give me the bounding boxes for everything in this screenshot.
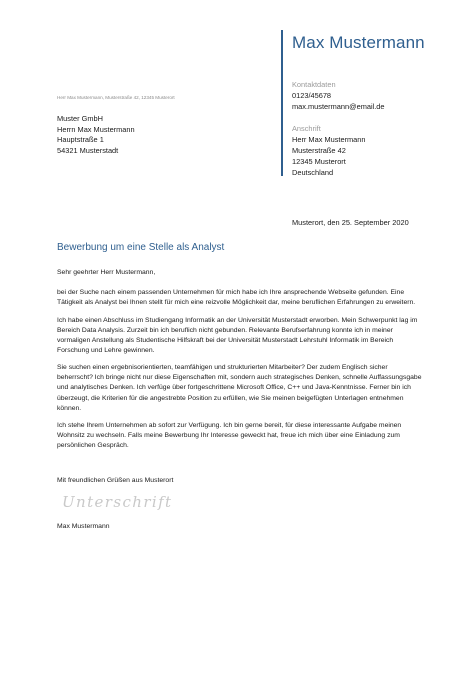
signature-name: Max Mustermann [57, 523, 110, 530]
contact-section-label: Kontaktdaten [292, 80, 336, 89]
sender-address-name: Herr Max Mustermann [292, 135, 366, 144]
signature-placeholder: Unterschrift [62, 493, 173, 511]
body-paragraph: Ich stehe Ihrem Unternehmen ab sofort zur Verfügung. Ich bin gerne bereit, für diese interessante Aufgabe meinen Wohnsitz zu wechseln. Falls meine Bewerbung Ihr Interesse geweckt hat, freue ich mich über eine Einladung zum persönlichen Gespräch. [57, 422, 402, 450]
address-section-label: Anschrift [292, 124, 321, 133]
sender-contact-block [292, 79, 385, 178]
return-address-line: Herr Max Mustermann, Musterstraße 42, 12345 Musterort [57, 95, 175, 100]
recipient-city: 54321 Musterstadt [57, 145, 119, 155]
recipient-address-block [57, 114, 135, 156]
recipient-street: Hauptstraße 1 [57, 135, 104, 144]
closing-line: Mit freundlichen Grüßen aus Musterort [57, 477, 174, 484]
date-line: Musterort, den 25. September 2020 [292, 218, 409, 227]
body-paragraph: bei der Suche nach einem passenden Unternehmen für mich habe ich Ihre ansprechende Webseite gefunden. Eine Tätigkeit als Analyst bei Ihnen stellt für mich eine reizvolle Möglichkeit dar, meine beruflichen Erfahrungen zu erweitern. [57, 289, 416, 307]
body-paragraph: Ich habe einen Abschluss im Studiengang Informatik an der Universität Musterstadt erworben. Mein Schwerpunkt lag im Bereich Data Analysis. Zurzeit bin ich beruflich nicht gebunden. Relevante Berufserfahrung konnte ich in meiner vormaligen Anstellung als Studentische Hilfskraft bei der Universität Musterstadt Lehrstuhl Informatik im Bereich Forschung und Lehre gewinnen. [57, 316, 418, 354]
recipient-person: Herrn Max Mustermann [57, 124, 135, 134]
recipient-company: Muster GmbH [57, 114, 103, 123]
salutation: Sehr geehrter Herr Mustermann, [57, 269, 156, 276]
subject-line: Bewerbung um eine Stelle als Analyst [57, 242, 225, 253]
accent-divider [281, 30, 283, 176]
sender-email: max.mustermann@email.de [292, 102, 385, 111]
body-paragraph: Sie suchen einen ergebnisorientierten, teamfähigen und strukturierten Mitarbeiter? Der zudem Englisch sicher beherrscht? Ich bringe nicht nur diese Eigenschaften mit, sondern auch strategisches Denken, schnelle Auffassungsgabe und analytisches Denken. Ich verfüge über fortgeschrittene Microsoft Office, C++ und Java-Kenntnisse. Ferner bin ich überzeugt, die Kriterien für die angestrebte Position zu erfüllen, wie Sie meinen beigefügten Unterlagen entnehmen können. [57, 364, 422, 412]
sender-name-heading: Max Mustermann [292, 33, 425, 52]
sender-city: 12345 Musterort [292, 157, 346, 166]
sender-country: Deutschland [292, 168, 334, 177]
sender-street: Musterstraße 42 [292, 146, 346, 155]
sender-phone: 0123/45678 [292, 91, 332, 100]
letter-body [57, 268, 423, 459]
